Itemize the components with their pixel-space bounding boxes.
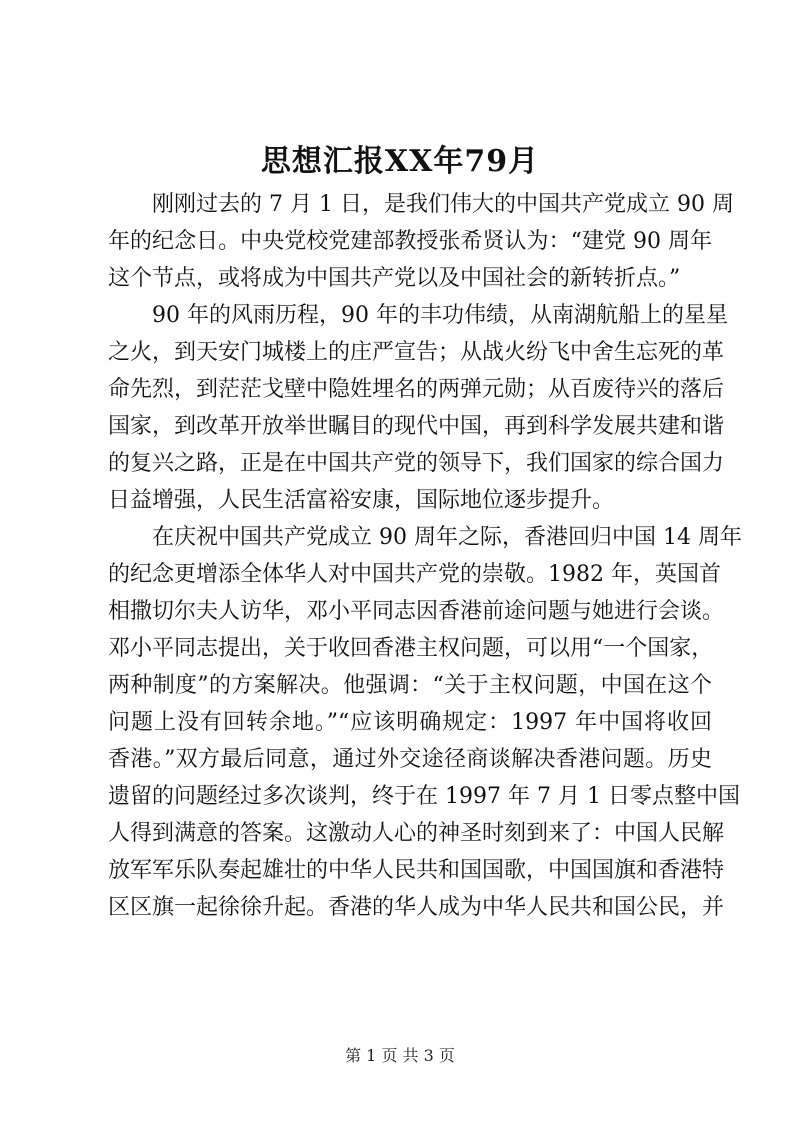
paragraph-line: 邓小平同志提出，关于收回香港主权问题，可以用“一个国家，: [108, 636, 714, 661]
paragraph-line: 放军军乐队奏起雄壮的中华人民共和国国歌，中国国旗和香港特: [108, 858, 725, 883]
paragraph-line: 年的纪念日。中央党校党建部教授张希贤认为：“建党 90 周年: [108, 229, 712, 254]
paragraph-1: [108, 186, 734, 297]
paragraph-line: 刚刚过去的 7 月 1 日，是我们伟大的中国共产党成立 90 周: [152, 192, 734, 217]
paragraph-line: 人得到满意的答案。这激动人心的神圣时刻到来了：中国人民解: [108, 821, 725, 846]
paragraph-line: 香港。”双方最后同意，通过外交途径商谈解决香港问题。历史: [108, 747, 712, 772]
paragraph-line: 之火，到天安门城楼上的庄严宣告；从战火纷飞中舍生忘死的革: [108, 340, 725, 365]
paragraph-line: 这个节点，或将成为中国共产党以及中国社会的新转折点。”: [108, 266, 681, 291]
document-body: [108, 186, 742, 926]
paragraph-line: 两种制度”的方案解决。他强调：“关于主权问题，中国在这个: [108, 673, 712, 698]
paragraph-line: 90 年的风雨历程，90 年的丰功伟绩，从南湖航船上的星星: [152, 303, 728, 328]
paragraph-line: 相撒切尔夫人访华，邓小平同志因香港前途问题与她进行会谈。: [108, 599, 725, 624]
paragraph-line: 日益增强，人民生活富裕安康，国际地位逐步提升。: [108, 488, 615, 513]
document-title: 思想汇报XX年79月: [260, 144, 540, 179]
paragraph-line: 区区旗一起徐徐升起。香港的华人成为中华人民共和国公民，并: [108, 895, 725, 920]
page-footer: 第 1 页 共 3 页: [345, 1046, 455, 1065]
paragraph-line: 在庆祝中国共产党成立 90 周年之际，香港回归中国 14 周年: [152, 525, 742, 550]
paragraph-line: 的复兴之路，正是在中国共产党的领导下，我们国家的综合国力: [108, 451, 725, 476]
paragraph-3: [108, 519, 742, 926]
paragraph-line: 遗留的问题经过多次谈判，终于在 1997 年 7 月 1 日零点整中国: [108, 784, 740, 809]
paragraph-line: 命先烈，到茫茫戈壁中隐姓埋名的两弹元勋；从百废待兴的落后: [108, 377, 725, 402]
paragraph-line: 的纪念更增添全体华人对中国共产党的崇敬。1982 年，英国首: [108, 562, 721, 587]
paragraph-2: [108, 297, 728, 519]
paragraph-line: 国家，到改革开放举世瞩目的现代中国，再到科学发展共建和谐: [108, 414, 725, 439]
paragraph-line: 问题上没有回转余地。”“应该明确规定：1997 年中国将收回: [108, 710, 712, 735]
